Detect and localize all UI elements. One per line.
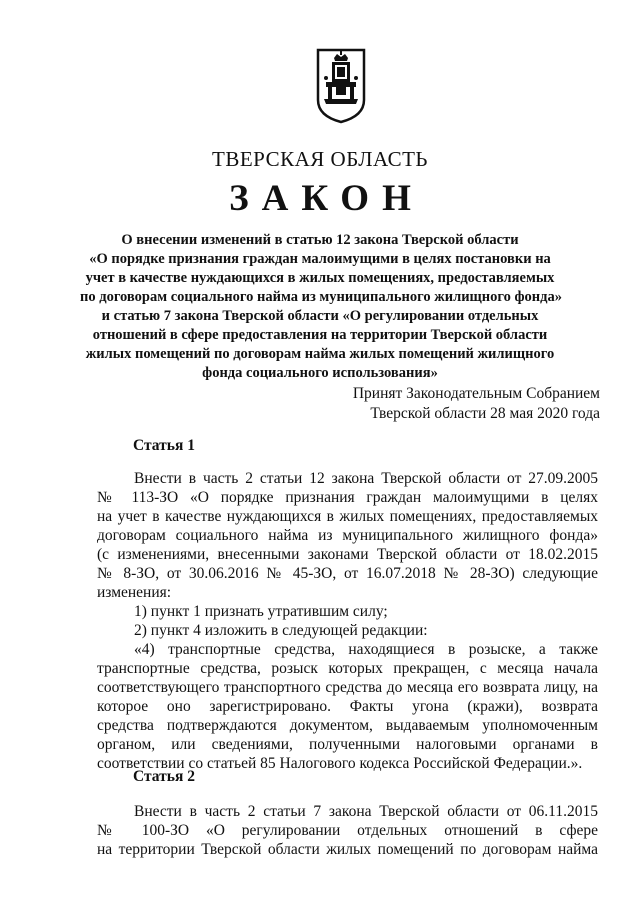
paragraph-line: Внести в часть 2 статьи 7 закона Тверской области от 06.11.2015 (134, 803, 598, 820)
adoption-line: Тверской области 28 мая 2020 года (370, 405, 600, 422)
paragraph-line: 1) пункт 1 признать утратившим силу; (134, 603, 388, 620)
law-title-line: отношений в сфере предоставления на территории Тверской области (92, 327, 548, 343)
paragraph-line: 2) пункт 4 изложить в следующей редакции: (134, 622, 428, 639)
law-title-line: по договорам социального найма из муниципального жилищного фонда» (80, 289, 562, 305)
paragraph-line: «4) транспортные средства, находящиеся в розыске, а также (134, 641, 598, 658)
paragraph-line: соответствующего транспортного средства до месяца его возврата лицу, на (97, 679, 598, 696)
law-title-line: учет в качестве нуждающихся в жилых помещениях, предоставляемых (85, 270, 555, 286)
law-title-line: и статью 7 закона Тверской области «О регулировании отдельных (101, 308, 539, 324)
paragraph-line: (с изменениями, внесенными законами Тверской области от 18.02.2015 (97, 546, 598, 563)
law-title-line: жилых помещений по договорам найма жилых помещений жилищного (85, 346, 555, 362)
article-1-heading: Статья 1 (133, 437, 195, 454)
law-title (80, 231, 560, 383)
paragraph-line: № 8-ЗО, от 30.06.2016 № 45-ЗО, от 16.07.2018 № 28-ЗО) следующие (97, 565, 598, 582)
paragraph-line: № 100-ЗО «О регулировании отдельных отношений в сфере (97, 822, 598, 839)
law-title-line: фонда социального использования» (202, 365, 438, 381)
region-name: ТВЕРСКАЯ ОБЛАСТЬ (212, 147, 428, 171)
paragraph-line: которое оно зарегистрировано. Факты угона (кражи), возврата (97, 698, 598, 715)
tver-coat-of-arms-icon (316, 48, 366, 124)
paragraph-line: транспортные средства, розыск которых прекращен, с месяца начала (97, 660, 598, 677)
paragraph-line: на территории Тверской области жилых помещений по договорам найма (97, 841, 598, 858)
article-2-heading: Статья 2 (133, 768, 195, 785)
article-2-text (97, 802, 598, 859)
adoption-note (353, 384, 600, 424)
paragraph-line: Внести в часть 2 статьи 12 закона Тверской области от 27.09.2005 (134, 470, 598, 487)
adoption-line: Принят Законодательным Собранием (352, 385, 600, 402)
paragraph-line: договорам социального найма из муниципального жилищного фонда» (97, 527, 598, 544)
article-1-text (97, 469, 598, 773)
paragraph-line: на учет в качестве нуждающихся в жилых помещениях, предоставляемых (97, 508, 598, 525)
paragraph-line: органом, или сведениями, полученными налоговыми органами в (97, 736, 598, 753)
paragraph-line: средства подтверждаются документом, выдаваемым уполномоченным (97, 717, 598, 734)
paragraph-line: изменения: (97, 584, 172, 601)
document-type: ЗАКОН (229, 178, 424, 219)
law-title-line: «О порядке признания граждан малоимущими в целях постановки на (89, 251, 551, 267)
paragraph-line: соответствии со статьей 85 Налогового кодекса Российской Федерации.». (97, 755, 583, 772)
paragraph-line: № 113-ЗО «О порядке признания граждан малоимущими в целях (97, 489, 598, 506)
law-title-line: О внесении изменений в статью 12 закона Тверской области (121, 232, 519, 248)
